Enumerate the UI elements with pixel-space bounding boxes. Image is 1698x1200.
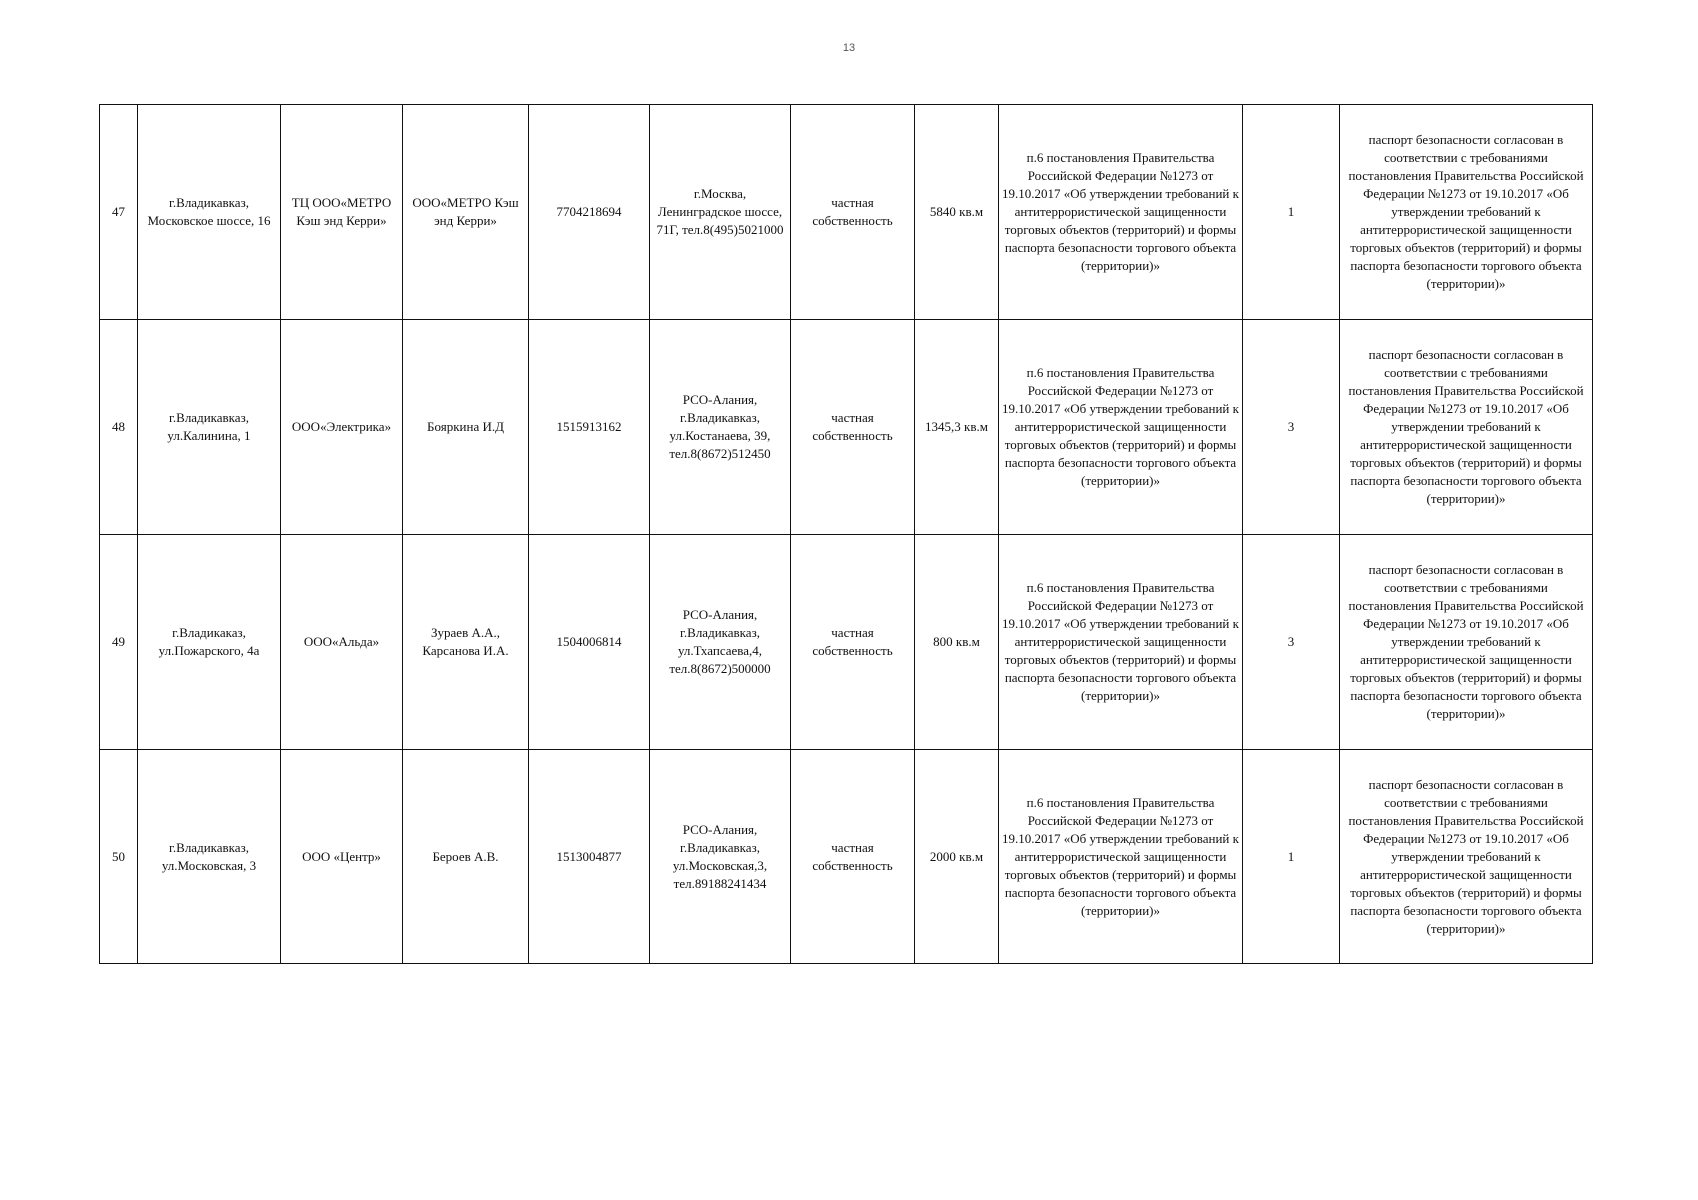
registry-table bbox=[99, 104, 1593, 964]
cell-passport-status: паспорт безопасности согласован в соответствии с требованиями постановления Правительства Российской Федерации №1273 от 19.10.2017 «Об утверждении требований к антитеррористической защищенности торговых объектов (территорий) и формы паспорта безопасности торгового объекта (территории)» bbox=[1340, 320, 1593, 535]
cell-category: 1 bbox=[1243, 750, 1340, 964]
cell-owner-address: РСО-Алания, г.Владикавказ, ул.Тхапсаева,4, тел.8(8672)500000 bbox=[650, 535, 791, 750]
cell-object-name: ООО«Альда» bbox=[281, 535, 403, 750]
cell-number: 49 bbox=[100, 535, 138, 750]
cell-inn: 7704218694 bbox=[529, 105, 650, 320]
cell-category: 3 bbox=[1243, 535, 1340, 750]
cell-ownership: частная собственность bbox=[791, 105, 915, 320]
cell-number: 50 bbox=[100, 750, 138, 964]
cell-area: 1345,3 кв.м bbox=[915, 320, 999, 535]
cell-inn: 1513004877 bbox=[529, 750, 650, 964]
cell-owner-address: РСО-Алания, г.Владикавказ, ул.Московская,3, тел.89188241434 bbox=[650, 750, 791, 964]
cell-legal-basis: п.6 постановления Правительства Российской Федерации №1273 от 19.10.2017 «Об утверждении требований к антитеррористической защищенности торговых объектов (территорий) и формы паспорта безопасности торгового объекта (территории)» bbox=[999, 535, 1243, 750]
cell-address: г.Владикаказ, ул.Пожарского, 4а bbox=[138, 535, 281, 750]
table-row bbox=[100, 535, 1593, 750]
cell-legal-basis: п.6 постановления Правительства Российской Федерации №1273 от 19.10.2017 «Об утверждении требований к антитеррористической защищенности торговых объектов (территорий) и формы паспорта безопасности торгового объекта (территории)» bbox=[999, 320, 1243, 535]
cell-owner-address: г.Москва, Ленинградское шоссе, 71Г, тел.8(495)5021000 bbox=[650, 105, 791, 320]
cell-ownership: частная собственность bbox=[791, 750, 915, 964]
cell-inn: 1515913162 bbox=[529, 320, 650, 535]
cell-area: 2000 кв.м bbox=[915, 750, 999, 964]
cell-object-name: ООО«Электрика» bbox=[281, 320, 403, 535]
cell-legal-basis: п.6 постановления Правительства Российской Федерации №1273 от 19.10.2017 «Об утверждении требований к антитеррористической защищенности торговых объектов (территорий) и формы паспорта безопасности торгового объекта (территории)» bbox=[999, 750, 1243, 964]
cell-number: 47 bbox=[100, 105, 138, 320]
cell-legal-basis: п.6 постановления Правительства Российской Федерации №1273 от 19.10.2017 «Об утверждении требований к антитеррористической защищенности торговых объектов (территорий) и формы паспорта безопасности торгового объекта (территории)» bbox=[999, 105, 1243, 320]
cell-object-name: ТЦ ООО«МЕТРО Кэш энд Керри» bbox=[281, 105, 403, 320]
cell-owner: ООО«МЕТРО Кэш энд Керри» bbox=[403, 105, 529, 320]
cell-passport-status: паспорт безопасности согласован в соответствии с требованиями постановления Правительства Российской Федерации №1273 от 19.10.2017 «Об утверждении требований к антитеррористической защищенности торговых объектов (территорий) и формы паспорта безопасности торгового объекта (территории)» bbox=[1340, 535, 1593, 750]
cell-owner-address: РСО-Алания, г.Владикавказ, ул.Костанаева, 39, тел.8(8672)512450 bbox=[650, 320, 791, 535]
cell-owner: Зураев А.А., Карсанова И.А. bbox=[403, 535, 529, 750]
cell-passport-status: паспорт безопасности согласован в соответствии с требованиями постановления Правительства Российской Федерации №1273 от 19.10.2017 «Об утверждении требований к антитеррористической защищенности торговых объектов (территорий) и формы паспорта безопасности торгового объекта (территории)» bbox=[1340, 750, 1593, 964]
cell-number: 48 bbox=[100, 320, 138, 535]
table-row bbox=[100, 320, 1593, 535]
cell-ownership: частная собственность bbox=[791, 535, 915, 750]
cell-address: г.Владикавказ, ул.Московская, 3 bbox=[138, 750, 281, 964]
cell-owner: Бояркина И.Д bbox=[403, 320, 529, 535]
cell-inn: 1504006814 bbox=[529, 535, 650, 750]
cell-area: 5840 кв.м bbox=[915, 105, 999, 320]
cell-address: г.Владикавказ, ул.Калинина, 1 bbox=[138, 320, 281, 535]
cell-category: 3 bbox=[1243, 320, 1340, 535]
table-row bbox=[100, 105, 1593, 320]
cell-area: 800 кв.м bbox=[915, 535, 999, 750]
cell-category: 1 bbox=[1243, 105, 1340, 320]
cell-passport-status: паспорт безопасности согласован в соответствии с требованиями постановления Правительства Российской Федерации №1273 от 19.10.2017 «Об утверждении требований к антитеррористической защищенности торговых объектов (территорий) и формы паспорта безопасности торгового объекта (территории)» bbox=[1340, 105, 1593, 320]
cell-object-name: ООО «Центр» bbox=[281, 750, 403, 964]
cell-owner: Бероев А.В. bbox=[403, 750, 529, 964]
cell-ownership: частная собственность bbox=[791, 320, 915, 535]
cell-address: г.Владикавказ, Московское шоссе, 16 bbox=[138, 105, 281, 320]
page-number: 13 bbox=[842, 42, 856, 54]
table-row bbox=[100, 750, 1593, 964]
